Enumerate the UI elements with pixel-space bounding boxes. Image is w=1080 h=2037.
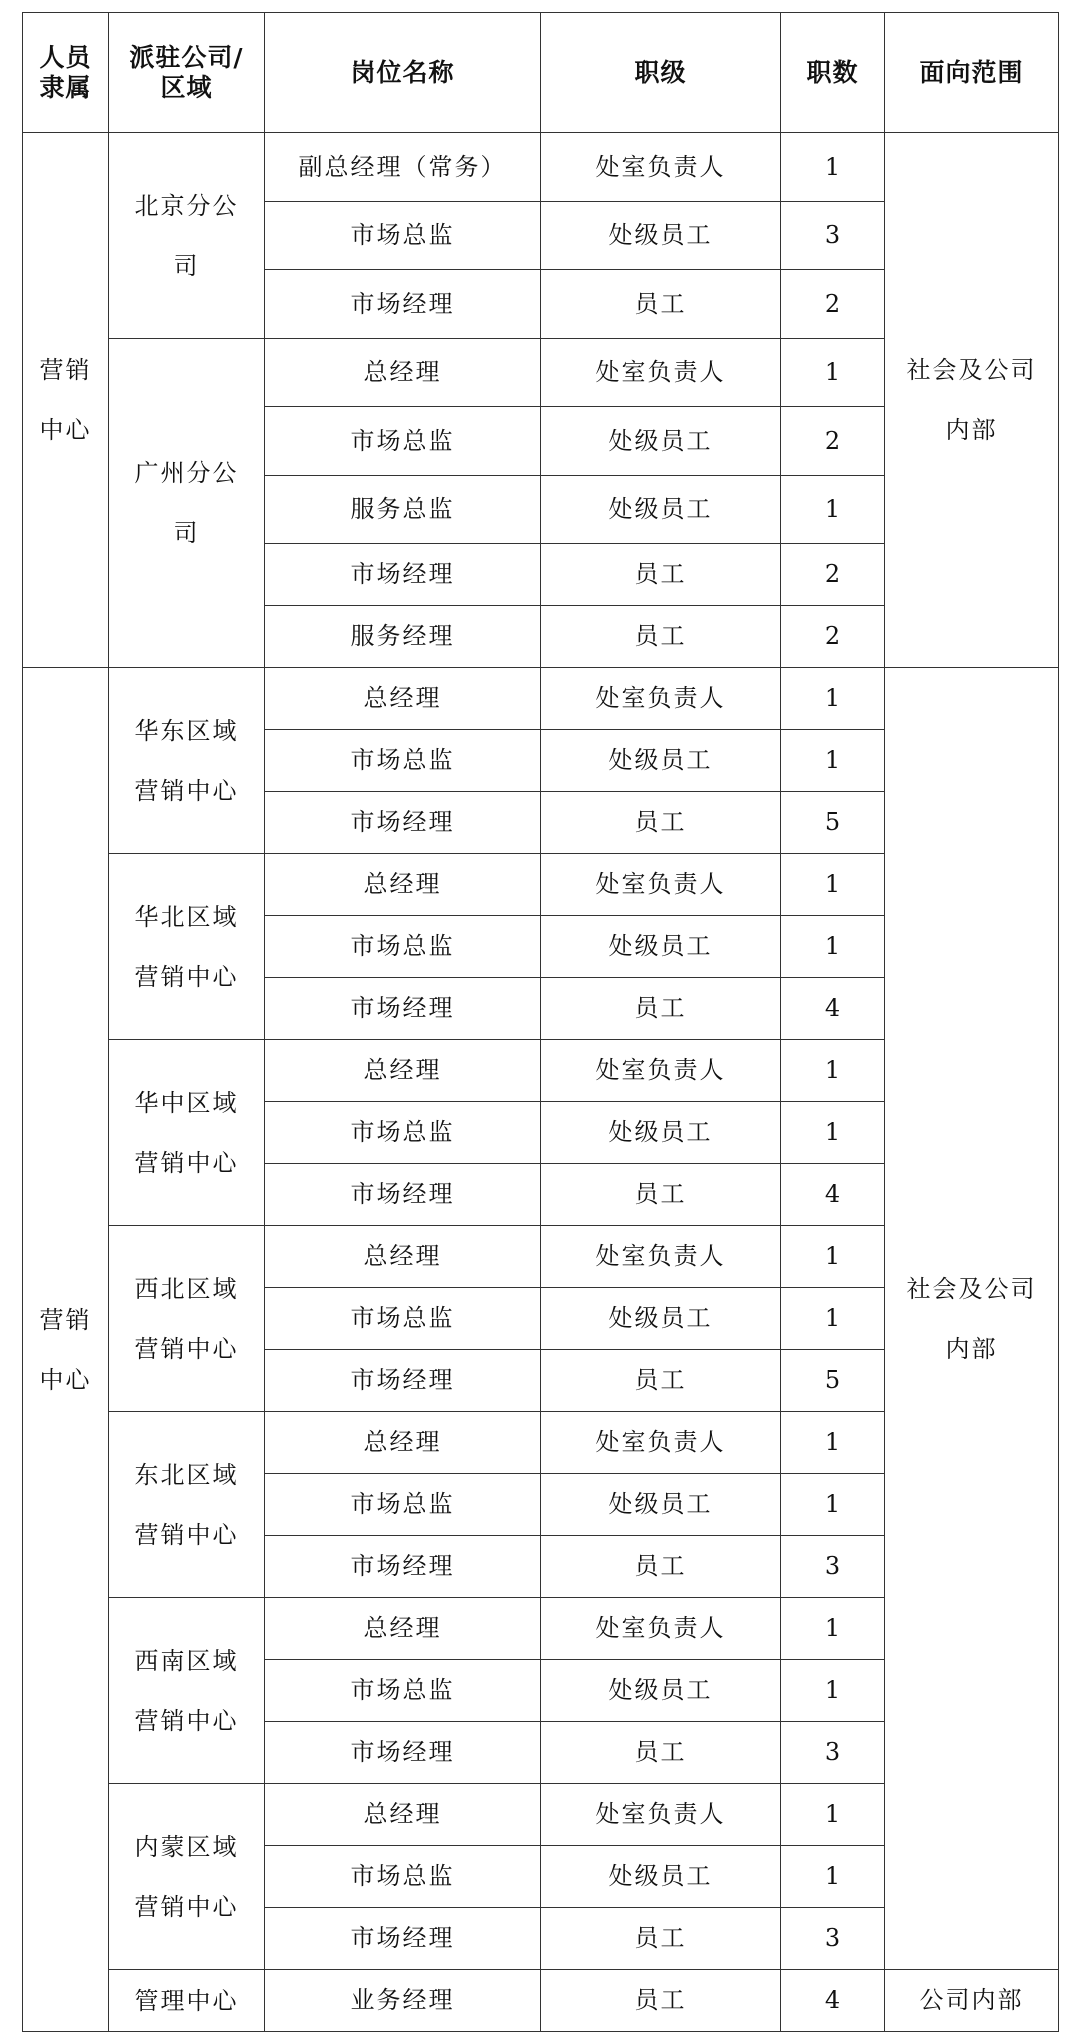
position-cell	[265, 476, 541, 544]
position-cell-text: 服务经理	[350, 622, 455, 651]
level-cell-text: 处级员工	[608, 746, 713, 775]
column-header-label: 职级	[634, 57, 687, 87]
count-cell	[781, 476, 885, 544]
level-cell	[541, 1908, 781, 1970]
unit-cell	[109, 668, 265, 854]
column-header-position	[265, 13, 541, 133]
position-cell	[265, 544, 541, 606]
count-cell-text: 5	[824, 1366, 841, 1395]
position-cell	[265, 202, 541, 270]
position-cell-text: 市场总监	[350, 1490, 455, 1519]
level-cell-text: 处室负责人	[595, 870, 726, 899]
position-cell-text: 总经理	[363, 1428, 442, 1457]
position-cell	[265, 339, 541, 407]
count-cell	[781, 1226, 885, 1288]
position-cell-text: 市场经理	[350, 289, 455, 318]
column-header-affiliation	[23, 13, 109, 133]
count-cell	[781, 792, 885, 854]
level-cell	[541, 1226, 781, 1288]
unit-cell-text: 华中区域 营销中心	[134, 1088, 239, 1177]
level-cell	[541, 1474, 781, 1536]
count-cell-text: 1	[824, 1800, 841, 1829]
position-cell-text: 市场总监	[350, 1676, 455, 1705]
table-header-row	[23, 13, 1059, 133]
level-cell-text: 处级员工	[608, 495, 713, 524]
affiliation-cell	[23, 668, 109, 2032]
count-cell-text: 1	[824, 1304, 841, 1333]
unit-cell-text: 广州分公 司	[134, 459, 239, 547]
count-cell	[781, 202, 885, 270]
level-cell-text: 员工	[634, 1986, 687, 2015]
count-cell	[781, 1970, 885, 2032]
position-cell	[265, 606, 541, 668]
unit-cell	[109, 1040, 265, 1226]
count-cell	[781, 978, 885, 1040]
count-cell	[781, 730, 885, 792]
count-cell-text: 4	[824, 994, 841, 1023]
count-cell	[781, 133, 885, 202]
level-cell	[541, 978, 781, 1040]
column-header-level	[541, 13, 781, 133]
count-cell	[781, 1164, 885, 1226]
unit-cell	[109, 1598, 265, 1784]
position-table-sheet	[22, 12, 1058, 2020]
count-cell-text: 3	[824, 1924, 841, 1953]
level-cell-text: 处室负责人	[595, 1056, 726, 1085]
column-header-label: 派驻公司/ 区域	[129, 42, 244, 102]
count-cell	[781, 339, 885, 407]
unit-cell	[109, 1226, 265, 1412]
position-cell	[265, 1288, 541, 1350]
position-cell-text: 市场经理	[350, 560, 455, 589]
level-cell	[541, 606, 781, 668]
count-cell	[781, 1598, 885, 1660]
table-row	[23, 133, 1059, 202]
level-cell	[541, 1598, 781, 1660]
position-cell	[265, 1474, 541, 1536]
level-cell-text: 员工	[634, 560, 687, 589]
unit-cell	[109, 1784, 265, 1970]
level-cell-text: 员工	[634, 1366, 687, 1395]
level-cell	[541, 133, 781, 202]
level-cell	[541, 792, 781, 854]
level-cell	[541, 1846, 781, 1908]
level-cell-text: 处室负责人	[595, 1428, 726, 1457]
unit-cell-text: 管理中心	[134, 1986, 239, 2015]
count-cell-text: 2	[824, 426, 841, 455]
column-header-label: 职数	[806, 57, 859, 87]
level-cell	[541, 730, 781, 792]
column-header-label: 面向范围	[919, 57, 1024, 87]
level-cell-text: 员工	[634, 1738, 687, 1767]
level-cell-text: 员工	[634, 1180, 687, 1209]
count-cell	[781, 1846, 885, 1908]
column-header-scope	[885, 13, 1059, 133]
column-header-count	[781, 13, 885, 133]
position-cell-text: 服务总监	[350, 495, 455, 524]
position-cell-text: 业务经理	[350, 1986, 455, 2015]
unit-cell-text: 东北区域 营销中心	[134, 1460, 239, 1549]
count-cell-text: 1	[824, 1428, 841, 1457]
count-cell	[781, 1784, 885, 1846]
affiliation-cell-text: 营销 中心	[39, 356, 92, 444]
position-cell	[265, 133, 541, 202]
level-cell	[541, 1660, 781, 1722]
position-cell-text: 市场总监	[350, 1118, 455, 1147]
position-cell	[265, 1846, 541, 1908]
count-cell-text: 1	[824, 1118, 841, 1147]
count-cell-text: 1	[824, 358, 841, 387]
position-cell-text: 总经理	[363, 1056, 442, 1085]
position-cell-text: 总经理	[363, 1242, 442, 1271]
level-cell-text: 处室负责人	[595, 684, 726, 713]
position-cell	[265, 854, 541, 916]
position-cell	[265, 1908, 541, 1970]
level-cell-text: 处室负责人	[595, 1800, 726, 1829]
position-cell-text: 市场总监	[350, 1862, 455, 1891]
count-cell-text: 1	[824, 870, 841, 899]
count-cell	[781, 544, 885, 606]
level-cell-text: 员工	[634, 1924, 687, 1953]
scope-cell-text: 社会及公司 内部	[906, 356, 1037, 444]
count-cell	[781, 668, 885, 730]
count-cell-text: 4	[824, 1986, 841, 2015]
position-cell	[265, 1040, 541, 1102]
count-cell-text: 1	[824, 495, 841, 524]
level-cell-text: 处级员工	[608, 221, 713, 250]
level-cell-text: 处室负责人	[595, 358, 726, 387]
position-cell-text: 市场总监	[350, 1304, 455, 1333]
unit-cell-text: 华北区域 营销中心	[134, 902, 239, 991]
count-cell	[781, 1350, 885, 1412]
unit-cell-text: 西南区域 营销中心	[134, 1646, 239, 1735]
level-cell-text: 员工	[634, 289, 687, 318]
position-cell	[265, 1226, 541, 1288]
level-cell	[541, 1288, 781, 1350]
position-cell	[265, 730, 541, 792]
scope-cell	[885, 133, 1059, 668]
count-cell	[781, 1660, 885, 1722]
count-cell-text: 4	[824, 1180, 841, 1209]
position-cell	[265, 1970, 541, 2032]
position-cell	[265, 1660, 541, 1722]
level-cell-text: 处级员工	[608, 1304, 713, 1333]
position-cell	[265, 1350, 541, 1412]
position-cell	[265, 668, 541, 730]
level-cell	[541, 202, 781, 270]
level-cell	[541, 270, 781, 339]
count-cell	[781, 1474, 885, 1536]
position-cell-text: 市场总监	[350, 932, 455, 961]
position-cell	[265, 1412, 541, 1474]
position-cell	[265, 1536, 541, 1598]
unit-cell	[109, 854, 265, 1040]
level-cell-text: 处级员工	[608, 426, 713, 455]
count-cell-text: 1	[824, 1490, 841, 1519]
count-cell	[781, 1722, 885, 1784]
unit-cell-text: 北京分公 司	[134, 191, 239, 280]
count-cell	[781, 1288, 885, 1350]
scope-cell-text: 社会及公司 内部	[906, 1274, 1037, 1363]
column-header-label: 岗位名称	[350, 57, 455, 87]
level-cell	[541, 1784, 781, 1846]
position-cell	[265, 270, 541, 339]
level-cell	[541, 1102, 781, 1164]
count-cell-text: 2	[824, 622, 841, 651]
unit-cell	[109, 1412, 265, 1598]
count-cell-text: 3	[824, 221, 841, 250]
level-cell	[541, 1164, 781, 1226]
level-cell	[541, 1536, 781, 1598]
position-cell-text: 市场经理	[350, 994, 455, 1023]
level-cell-text: 员工	[634, 808, 687, 837]
count-cell-text: 2	[824, 289, 841, 318]
position-cell-text: 总经理	[363, 684, 442, 713]
level-cell	[541, 916, 781, 978]
position-cell	[265, 1598, 541, 1660]
level-cell-text: 处级员工	[608, 1490, 713, 1519]
level-cell-text: 处级员工	[608, 1676, 713, 1705]
count-cell	[781, 854, 885, 916]
count-cell	[781, 1102, 885, 1164]
column-header-unit	[109, 13, 265, 133]
count-cell-text: 2	[824, 560, 841, 589]
count-cell	[781, 1412, 885, 1474]
position-cell-text: 总经理	[363, 870, 442, 899]
position-cell-text: 市场经理	[350, 1180, 455, 1209]
column-header-label: 人员 隶属	[39, 42, 92, 102]
level-cell-text: 处室负责人	[595, 1242, 726, 1271]
position-cell	[265, 1722, 541, 1784]
position-cell	[265, 978, 541, 1040]
level-cell-text: 员工	[634, 1552, 687, 1581]
level-cell	[541, 476, 781, 544]
level-cell	[541, 1970, 781, 2032]
scope-cell	[885, 668, 1059, 1970]
level-cell	[541, 1412, 781, 1474]
count-cell-text: 1	[824, 152, 841, 181]
level-cell	[541, 1040, 781, 1102]
position-cell	[265, 792, 541, 854]
count-cell	[781, 916, 885, 978]
unit-cell-text: 华东区域 营销中心	[134, 716, 239, 805]
position-cell	[265, 1784, 541, 1846]
level-cell	[541, 854, 781, 916]
position-cell	[265, 407, 541, 476]
position-cell-text: 市场总监	[350, 426, 455, 455]
table-row	[23, 668, 1059, 730]
count-cell	[781, 606, 885, 668]
count-cell-text: 3	[824, 1552, 841, 1581]
position-table	[22, 12, 1059, 2032]
count-cell-text: 1	[824, 746, 841, 775]
count-cell	[781, 407, 885, 476]
level-cell-text: 处室负责人	[595, 152, 726, 181]
level-cell	[541, 668, 781, 730]
position-cell-text: 市场经理	[350, 808, 455, 837]
level-cell	[541, 339, 781, 407]
count-cell-text: 1	[824, 1676, 841, 1705]
count-cell-text: 1	[824, 1614, 841, 1643]
level-cell-text: 处级员工	[608, 1862, 713, 1891]
count-cell-text: 1	[824, 1242, 841, 1271]
count-cell	[781, 1040, 885, 1102]
position-cell	[265, 1164, 541, 1226]
count-cell-text: 5	[824, 808, 841, 837]
affiliation-cell-text: 营销 中心	[39, 1305, 92, 1394]
level-cell	[541, 544, 781, 606]
level-cell-text: 处级员工	[608, 932, 713, 961]
count-cell	[781, 270, 885, 339]
unit-cell	[109, 133, 265, 339]
table-row	[23, 1970, 1059, 2032]
position-cell-text: 市场经理	[350, 1738, 455, 1767]
count-cell	[781, 1908, 885, 1970]
unit-cell	[109, 1970, 265, 2032]
level-cell-text: 员工	[634, 994, 687, 1023]
count-cell-text: 1	[824, 1056, 841, 1085]
position-cell	[265, 1102, 541, 1164]
scope-cell	[885, 1970, 1059, 2032]
affiliation-cell	[23, 133, 109, 668]
position-cell-text: 总经理	[363, 358, 442, 387]
position-cell-text: 副总经理（常务）	[298, 152, 507, 181]
position-cell-text: 总经理	[363, 1800, 442, 1829]
unit-cell-text: 西北区域 营销中心	[134, 1274, 239, 1363]
count-cell-text: 1	[824, 684, 841, 713]
position-cell-text: 市场经理	[350, 1924, 455, 1953]
position-cell-text: 市场经理	[350, 1552, 455, 1581]
level-cell-text: 处级员工	[608, 1118, 713, 1147]
count-cell-text: 3	[824, 1738, 841, 1767]
level-cell-text: 处室负责人	[595, 1614, 726, 1643]
level-cell	[541, 407, 781, 476]
position-table-body	[23, 13, 1059, 2032]
unit-cell-text: 内蒙区域 营销中心	[134, 1832, 239, 1921]
count-cell	[781, 1536, 885, 1598]
position-cell-text: 总经理	[363, 1614, 442, 1643]
unit-cell	[109, 339, 265, 668]
count-cell-text: 1	[824, 932, 841, 961]
position-cell-text: 市场经理	[350, 1366, 455, 1395]
position-cell-text: 市场总监	[350, 221, 455, 250]
count-cell-text: 1	[824, 1862, 841, 1891]
level-cell-text: 员工	[634, 622, 687, 651]
scope-cell-text: 公司内部	[919, 1986, 1024, 2015]
position-cell-text: 市场总监	[350, 746, 455, 775]
level-cell	[541, 1350, 781, 1412]
level-cell	[541, 1722, 781, 1784]
position-cell	[265, 916, 541, 978]
